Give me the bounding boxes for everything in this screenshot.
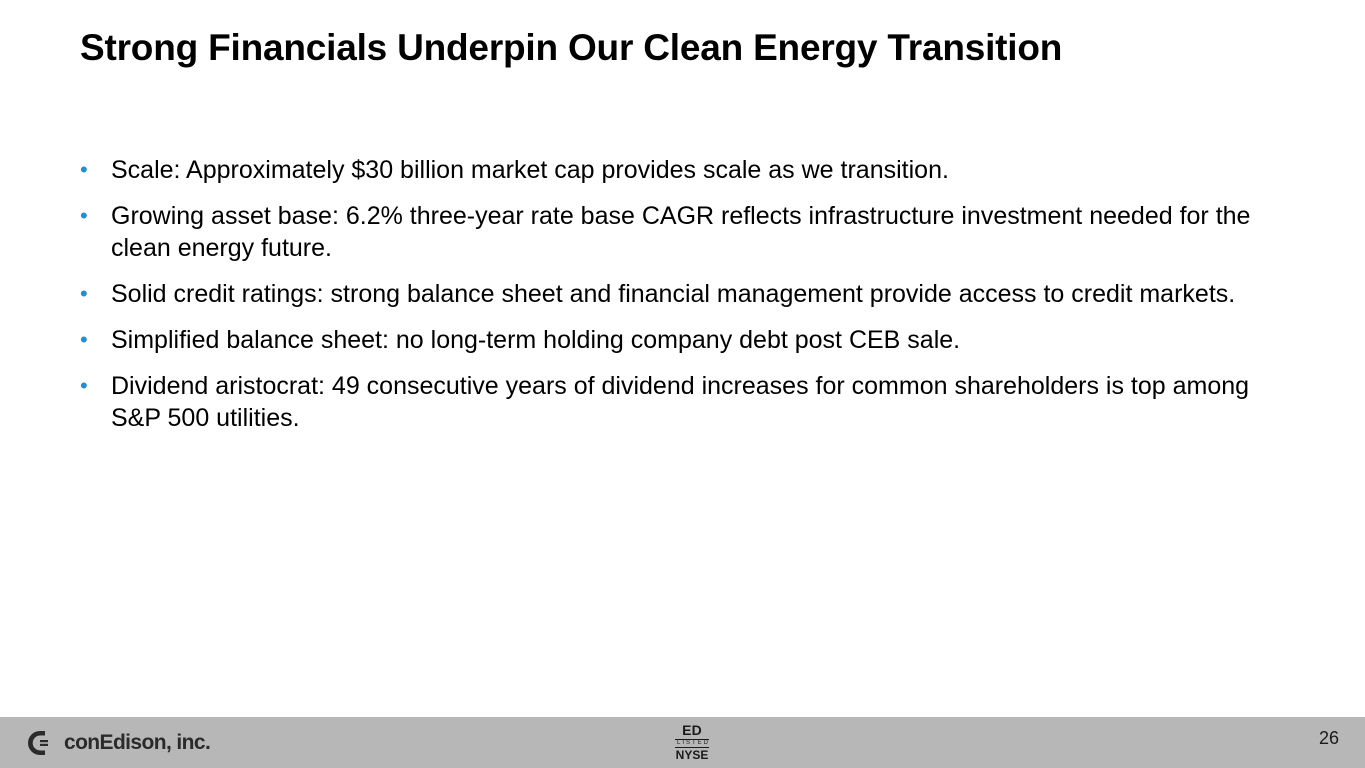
bullet-item-balance-sheet xyxy=(80,324,1260,356)
bullet-text: Simplified balance sheet: no long-term holding company debt post CEB sale. xyxy=(111,326,961,354)
slide-title: Strong Financials Underpin Our Clean Energy Transition xyxy=(80,27,1063,68)
bullet-icon: • xyxy=(80,373,88,398)
bullet-item-asset-base xyxy=(80,200,1260,264)
nyse-listed-badge xyxy=(673,723,711,762)
bullet-icon: • xyxy=(80,157,88,182)
nyse-ticker: ED xyxy=(682,722,702,738)
nyse-exchange-label: NYSE xyxy=(675,748,709,762)
company-logo-text: conEdison, inc. xyxy=(64,731,211,754)
page-number: 26 xyxy=(1318,728,1339,748)
bullet-text: Growing asset base: 6.2% three-year rate base CAGR reflects infrastructure investment needed for the clean energy future. xyxy=(111,202,1251,262)
bullet-item-credit-ratings xyxy=(80,278,1260,310)
nyse-listed-label: LISTED xyxy=(677,740,711,746)
slide-footer xyxy=(0,717,1365,768)
bullet-icon: • xyxy=(80,203,88,228)
bullet-item-scale xyxy=(80,154,1260,186)
bullet-icon: • xyxy=(80,327,88,352)
bullet-item-dividend xyxy=(80,370,1260,434)
bullet-text: Scale: Approximately $30 billion market cap provides scale as we transition. xyxy=(111,156,949,184)
con-edison-logo-icon xyxy=(28,729,62,757)
bullet-text: Solid credit ratings: strong balance sheet and financial management provide access to credit markets. xyxy=(111,280,1236,308)
company-logo xyxy=(28,729,210,757)
bullet-list xyxy=(80,154,1260,448)
bullet-text: Dividend aristocrat: 49 consecutive years of dividend increases for common shareholders is top among S&P 500 utilities. xyxy=(111,372,1250,432)
bullet-icon: • xyxy=(80,281,88,306)
